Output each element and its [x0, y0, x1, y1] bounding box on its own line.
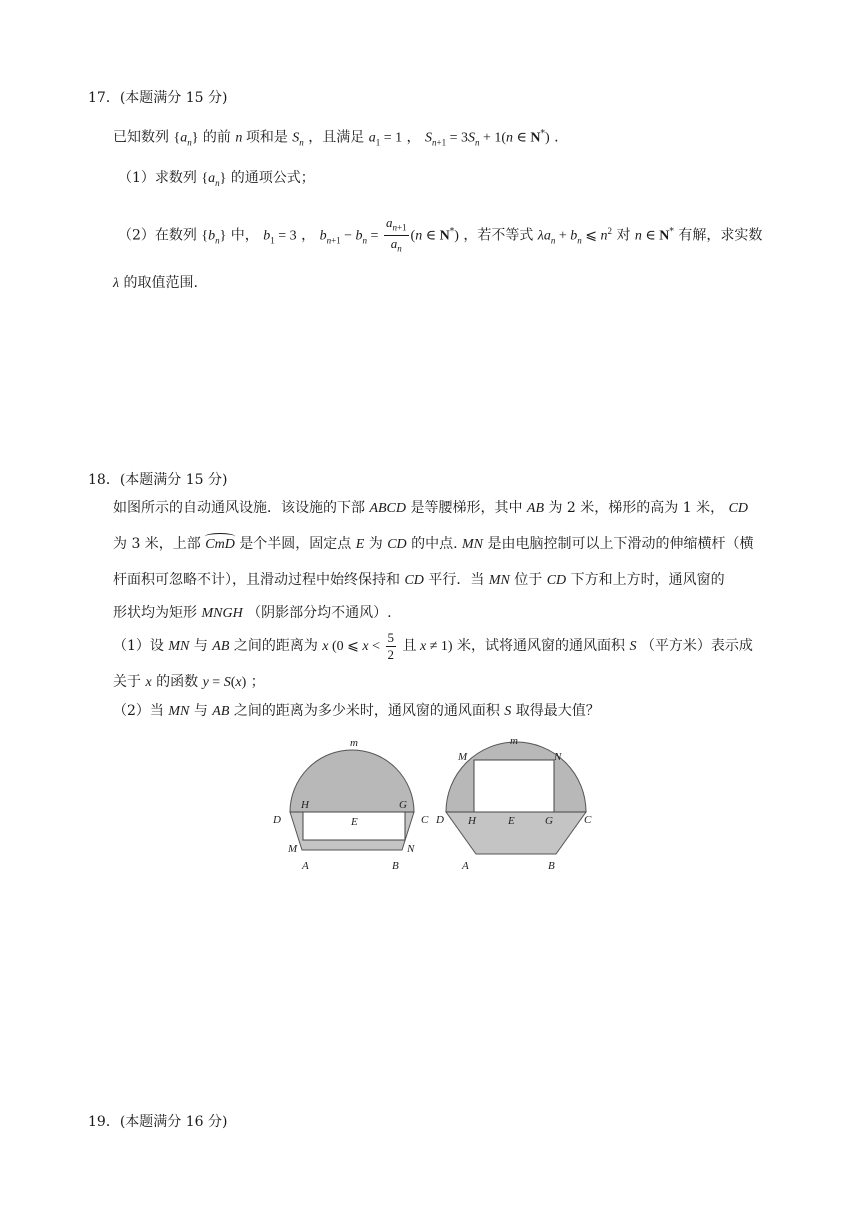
label-e: E — [508, 815, 515, 827]
label-e: E — [351, 816, 358, 828]
q17-part1: （1）求数列 $\{a_n\}$ 的通项公式； — [118, 170, 315, 188]
q18-heading: 18．(本题满分 15 分) — [88, 472, 228, 488]
figure-mn-below-cd — [268, 732, 438, 874]
label-g: G — [545, 815, 553, 827]
label-n: N — [407, 843, 415, 855]
label-c: C — [421, 814, 429, 826]
label-b: B — [548, 860, 555, 872]
q18-para-3: 杆面积可忽略不计），且滑动过程中始终保持和 CD 平行．当 MN 位于 CD 下方和上方时，通风窗的 — [113, 572, 725, 588]
label-a: A — [302, 860, 309, 872]
label-b: B — [392, 860, 399, 872]
q18-para-2: 为 3 米，上部 CmD 是个半圆，固定点 E 为 CD 的中点. MN 是由电脑控制可以上下滑动的伸缩横杆（横 — [113, 534, 753, 555]
q17-stem: 已知数列 $\{a_n\}$ 的前 n 项和是 $S_n$ ，且满足 $a_1 = 1$ ， $S_{n+1} = 3S_n + 1(n$ ∈ N*) . — [113, 129, 559, 148]
label-d: D — [273, 814, 281, 826]
q17-heading: 17．(本题满分 15 分) — [88, 90, 228, 106]
q18-para-1: 如图所示的自动通风设施．该设施的下部 ABCD 是等腰梯形，其中 AB 为 2 米，梯形的高为 1 米， CD — [113, 500, 749, 516]
label-g: G — [399, 799, 407, 811]
label-n-top: N — [554, 751, 562, 763]
label-d: D — [436, 814, 444, 826]
label-h: H — [468, 815, 476, 827]
label-m: m — [350, 737, 358, 749]
q17-part2-cont: λ 的取值范围. — [113, 275, 198, 291]
label-c: C — [584, 814, 592, 826]
fraction-an1-over-an: $\frac{a_{n+1}}{a_n}$ — [385, 214, 407, 254]
q19-heading: 19．(本题满分 16 分) — [88, 1114, 228, 1130]
label-m-top: M — [458, 751, 468, 763]
fraction-5-over-2: $\frac{5}{2}$ — [387, 629, 395, 662]
label-a: A — [462, 860, 469, 872]
q18-part1-cont: 关于 x 的函数 y = S(x) ； — [113, 674, 265, 690]
q18-part2: （2）当 MN 与 AB 之间的距离为多少米时，通风窗的通风面积 S 取得最大值？ — [113, 703, 600, 719]
q17-part2: （2）在数列 $\{b_n\}$ 中， $b_1 = 3$ ， $b_{n+1} - b_n$ = $\frac{a_{n+1}}{a_n}$ (n ∈ N*) ，若不等式 $\lambda a_n + b_n$ ⩽ $n^2$ 对 n ∈ N* 有解，求实数 — [118, 213, 762, 258]
label-m-bar: M — [288, 843, 298, 855]
figure-mn-above-cd — [432, 732, 602, 874]
label-h: H — [301, 799, 309, 811]
q18-part1: （1）设 MN 与 AB 之间的距离为 x (0 ⩽ x < $\frac{5}{2}$ 且 x ≠ 1) 米，试将通风窗的通风面积 S （平方米）表示成 — [113, 629, 753, 662]
q18-para-4: 形状均为矩形 MNGH （阴影部分均不通风）. — [113, 605, 392, 621]
label-m: m — [510, 735, 518, 747]
